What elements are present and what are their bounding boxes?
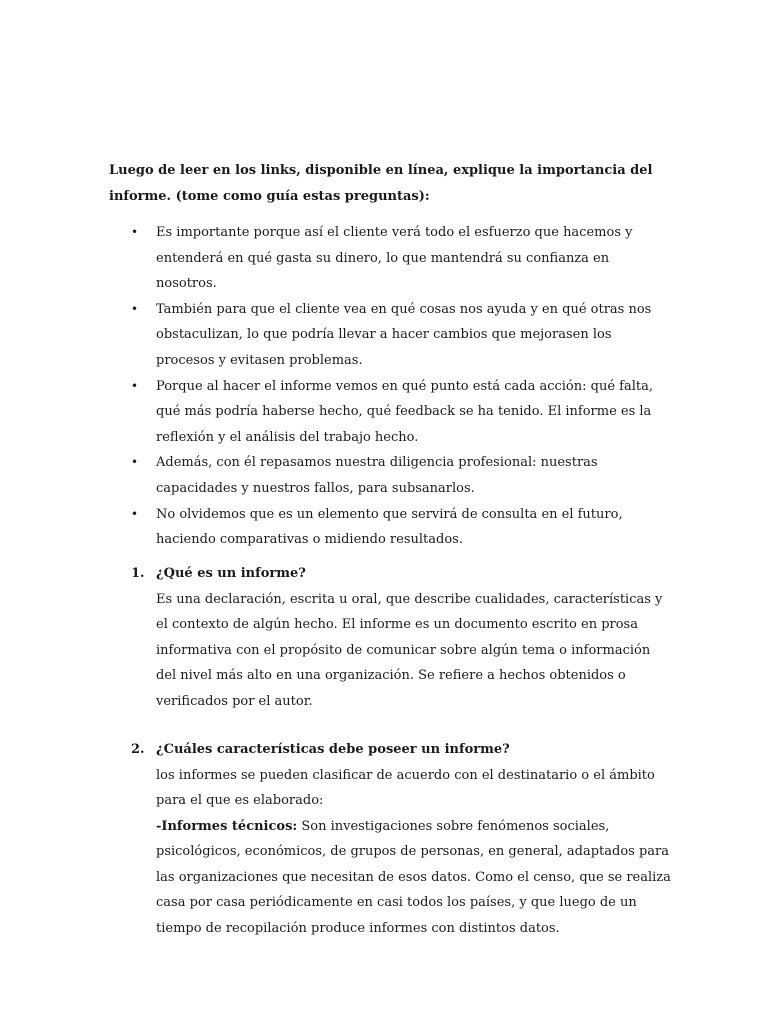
list-item [131, 374, 671, 451]
bullet-icon: • [131, 455, 139, 470]
list-item [131, 297, 671, 374]
numbered-item-1 [131, 561, 671, 714]
subtype-text: Son investigaciones sobre fenómenos sociales, psicológicos, económicos, de grupos de personas, en general, adaptados para las organizaciones que necesitan de esos datos. Como el censo, que se realiza casa por casa periódicamente en casi todos los países, y que luego de un tiempo de recopilación produce informes con distintos datos. [156, 818, 671, 936]
assignment-question: Luego de leer en los links, disponible en línea, explique la importancia del informe. (tome como guía estas preguntas): [109, 163, 653, 204]
bullet-text: Además, con él repasamos nuestra diligencia profesional: nuestras capacidades y nuestros fallos, para subsanarlos. [156, 455, 598, 496]
subtype-label: -Informes técnicos: [156, 818, 298, 834]
bullet-text: No olvidemos que es un elemento que servirá de consulta en el futuro, haciendo comparativas o midiendo resultados. [156, 506, 623, 548]
bullet-text: Porque al hacer el informe vemos en qué punto está cada acción: qué falta, qué más podría haberse hecho, qué feedback se ha tenido. El informe es la reflexión y el análisis del trabajo hecho. [156, 378, 653, 445]
item-title: ¿Qué es un informe? [156, 566, 306, 581]
list-item [131, 450, 671, 501]
item-number: 2. [131, 742, 145, 757]
importance-bullet-list [131, 220, 671, 553]
list-item [131, 502, 671, 553]
item-intro: los informes se pueden clasificar de acuerdo con el destinatario o el ámbito para el que es elaborado: [156, 767, 655, 808]
item-title: ¿Cuáles características debe poseer un informe? [156, 742, 510, 757]
bullet-icon: • [131, 301, 139, 316]
numbered-item [131, 561, 671, 714]
list-item [131, 220, 671, 297]
numbered-item [131, 737, 671, 941]
item-number: 1. [131, 566, 145, 581]
bullet-icon: • [131, 225, 139, 239]
bullet-icon: • [131, 506, 139, 521]
item-subtype-paragraph [156, 814, 671, 942]
bullet-text: Es importante porque así el cliente verá todo el esfuerzo que hacemos y entenderá en qué gasta su dinero, lo que mantendrá su confianza en nosotros. [156, 225, 633, 292]
bullet-icon: • [131, 378, 139, 393]
item-body: Es una declaración, escrita u oral, que describe cualidades, características y el contexto de algún hecho. El informe es un documento escrito en prosa informativa con el propósito de comunicar sobre algún tema o información del nivel más alto en una organización. Se refiere a hechos obtenidos o verificados por el autor. [156, 591, 663, 709]
numbered-item-2 [131, 737, 671, 941]
bullet-text: También para que el cliente vea en qué cosas nos ayuda y en qué otras nos obstaculizan, lo que podría llevar a hacer cambios que mejorasen los procesos y evitasen problemas. [156, 301, 652, 368]
